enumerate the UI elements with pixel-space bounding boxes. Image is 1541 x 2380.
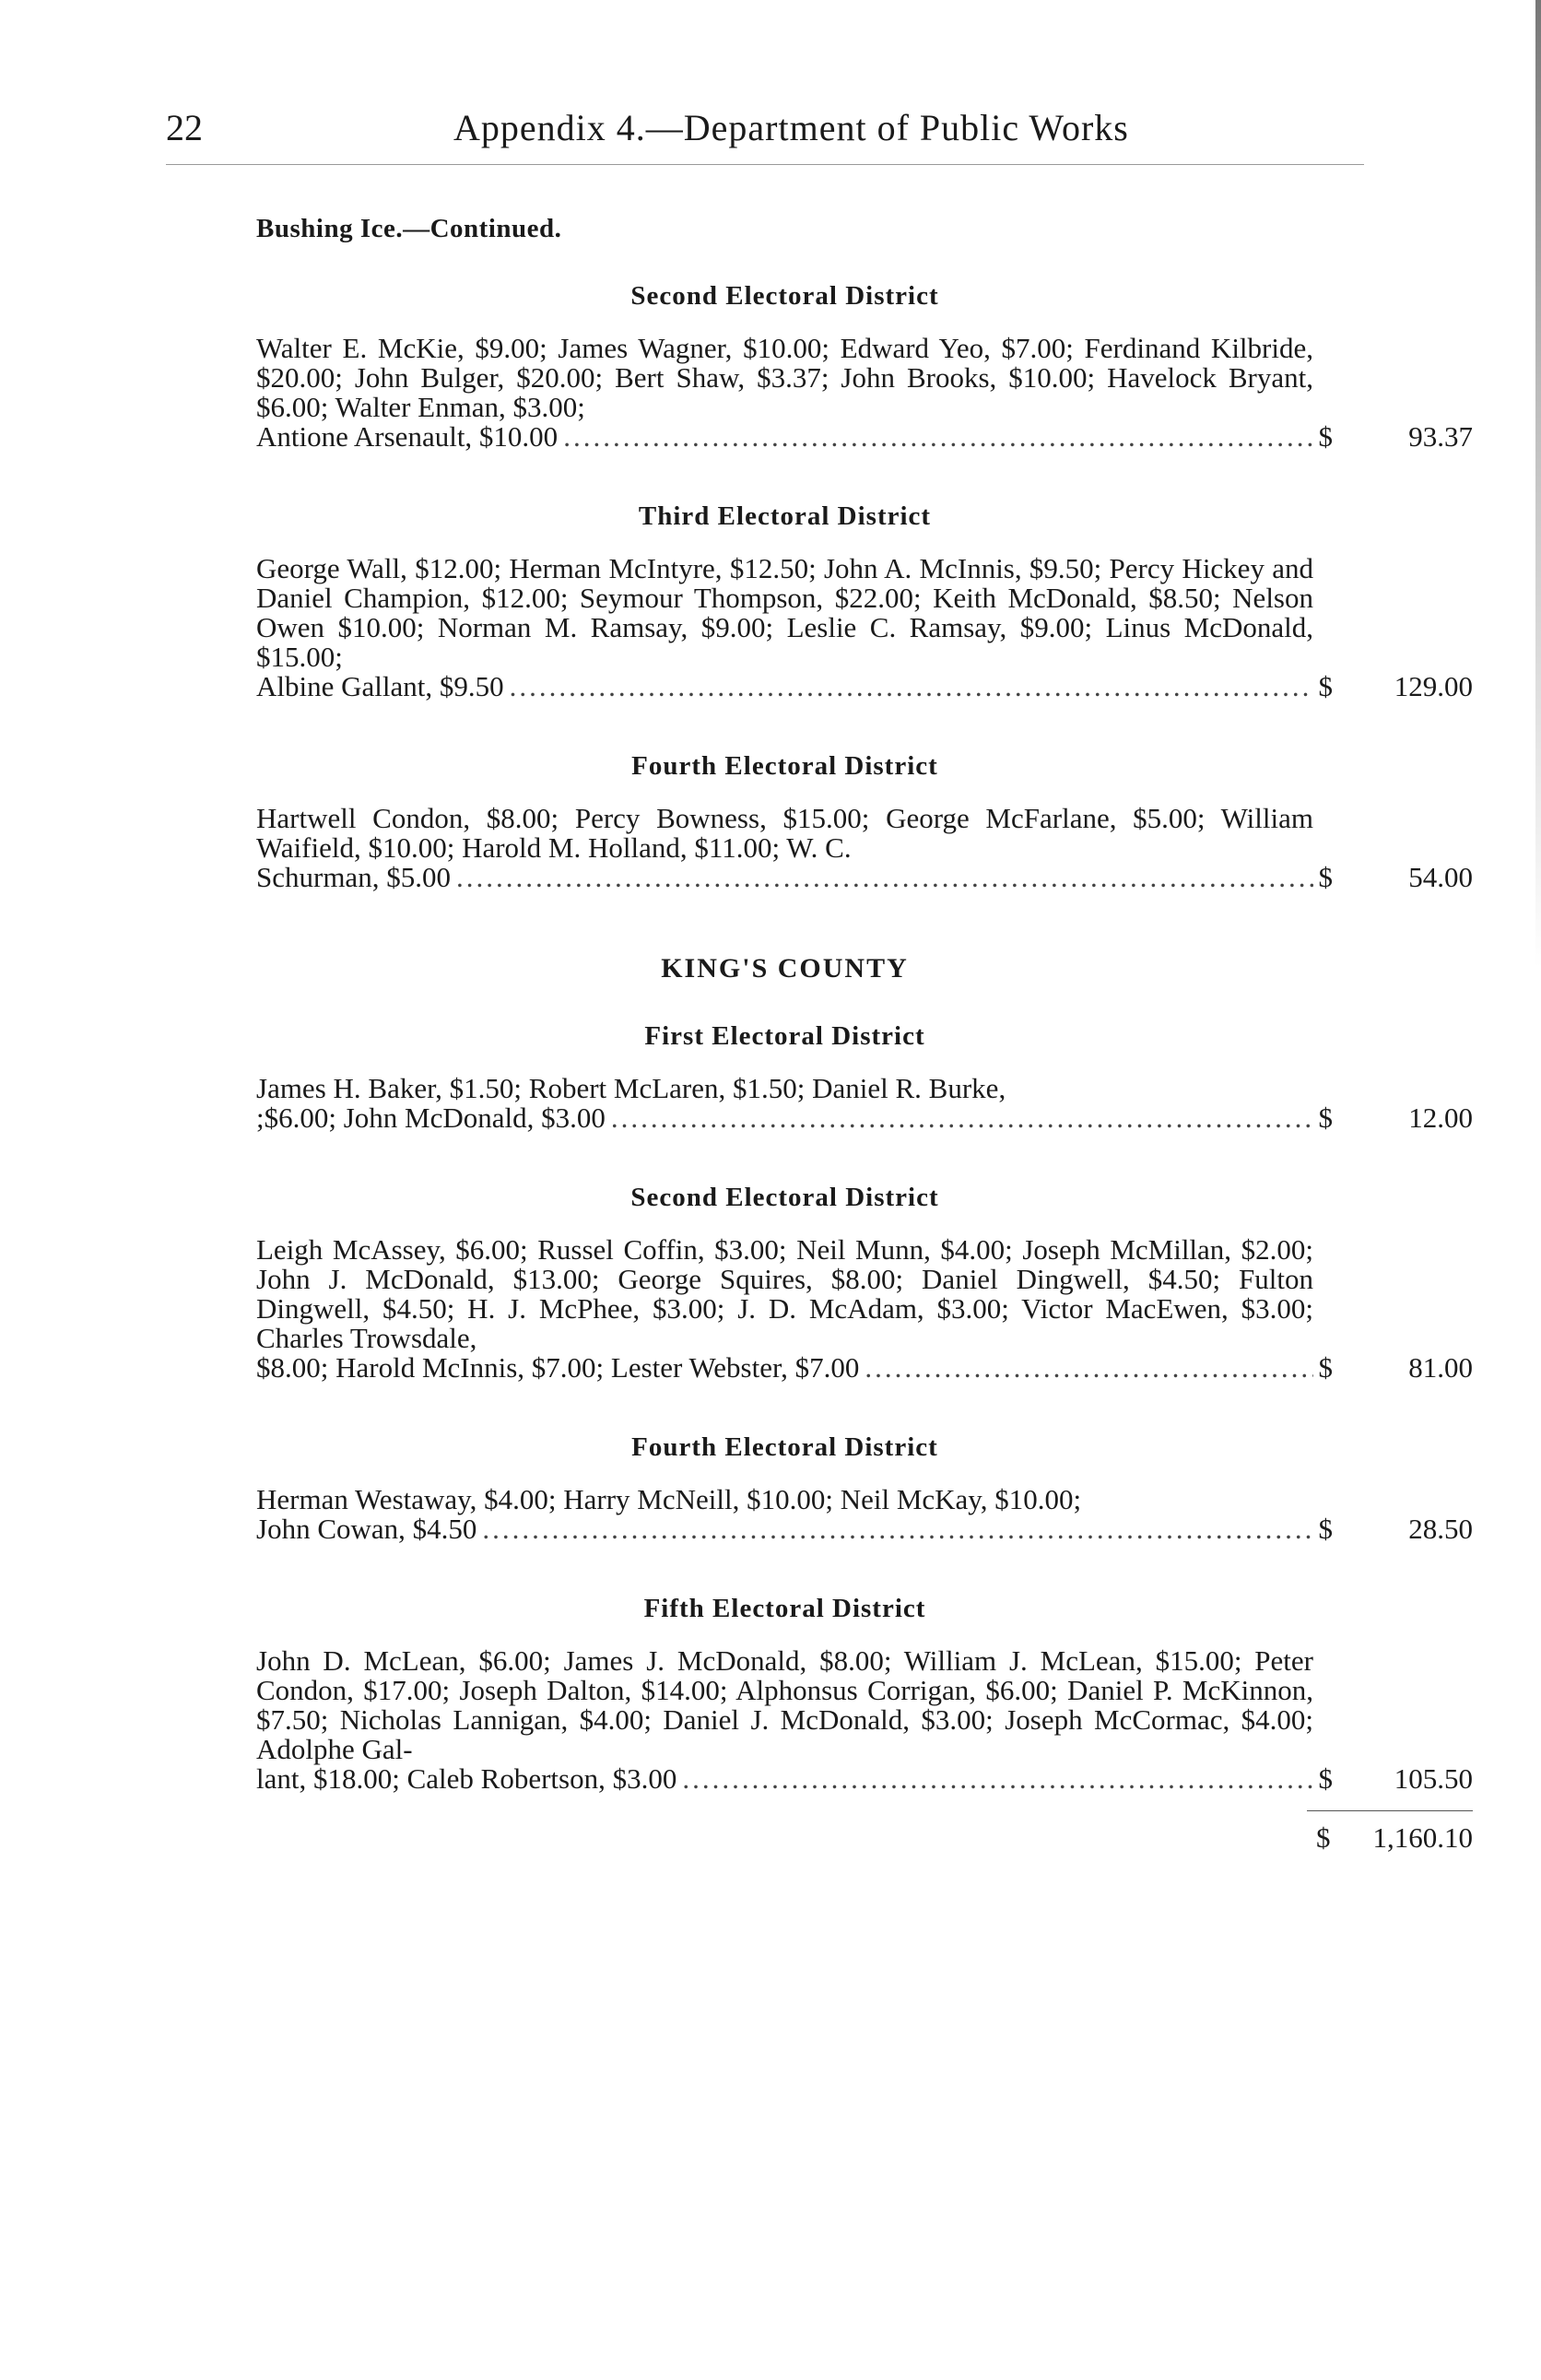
dot-leader (676, 1764, 1313, 1794)
dot-leader (476, 1514, 1313, 1544)
dot-leader (451, 863, 1313, 892)
entry-text: Leigh McAssey, $6.00; Russel Coffin, $3.00; Neil Munn, $4.00; Joseph McMillan, $2.00; John J. McDonald, $13.00; George Squires, $8.00; Daniel Dingwell, $4.50; Fulton Dingwell, $4.50; H. J. McPhee, $3.00; J. D. McAdam, $3.00; Victor MacEwen, $3.00; Charles Trowsdale, (256, 1233, 1313, 1354)
total-rule (1307, 1810, 1473, 1811)
entry-text: Herman Westaway, $4.00; Harry McNeill, $10.00; Neil McKay, $10.00; (256, 1483, 1082, 1515)
dollar-sign: $ (1318, 1762, 1333, 1795)
district-amount: 54.00 (1408, 861, 1473, 893)
page-header (166, 106, 1364, 161)
total-block (256, 1794, 1491, 1867)
entry-last-line (256, 1103, 1313, 1133)
dollar-sign: $ (1318, 1513, 1333, 1545)
section-second-district (256, 281, 1491, 452)
entry-last-text: ;$6.00; John McDonald, $3.00 (256, 1102, 606, 1134)
district-amount: 28.50 (1408, 1513, 1473, 1545)
district-amount: 12.00 (1408, 1102, 1473, 1134)
district-entry (256, 554, 1491, 701)
dot-leader (859, 1353, 1313, 1383)
section-heading: First Electoral District (644, 1021, 925, 1051)
entry-last-line (256, 422, 1313, 452)
entry-last-text: $8.00; Harold McInnis, $7.00; Lester Webster, $7.00 (256, 1351, 860, 1384)
continued-heading: Bushing Ice.—Continued. (256, 214, 562, 243)
entry-last-text: Antione Arsenault, $10.00 (256, 420, 559, 453)
kings-first-district (256, 1021, 1491, 1133)
district-entry (256, 1485, 1491, 1544)
section-heading: Second Electoral District (630, 1183, 939, 1212)
district-amount: 93.37 (1408, 420, 1473, 453)
entry-last-line (256, 1514, 1313, 1544)
district-amount: 129.00 (1394, 670, 1473, 702)
entry-text: George Wall, $12.00; Herman McIntyre, $12.50; John A. McInnis, $9.50; Percy Hickey and Daniel Champion, $12.00; Seymour Thompson, $22.00; Keith McDonald, $8.50; Nelson Owen $10.00; Norman M. Ramsay, $9.00; Leslie C. Ramsay, $9.00; Linus McDonald, $15.00; (256, 552, 1313, 673)
header-rule (166, 164, 1364, 165)
section-fourth-district (256, 751, 1491, 892)
entry-last-text: Schurman, $5.00 (256, 861, 451, 893)
total-amount: 1,160.10 (1372, 1821, 1473, 1854)
section-heading: Fourth Electoral District (631, 1432, 938, 1462)
district-entry (256, 1074, 1491, 1133)
dollar-sign: $ (1318, 1351, 1333, 1384)
dollar-sign: $ (1318, 861, 1333, 893)
district-entry (256, 804, 1491, 892)
kings-fifth-district (256, 1594, 1491, 1794)
district-amount: 105.50 (1394, 1762, 1473, 1795)
entry-last-line (256, 1764, 1313, 1794)
district-entry (256, 334, 1491, 452)
entry-last-line (256, 1353, 1313, 1383)
entry-text: James H. Baker, $1.50; Robert McLaren, $1.50; Daniel R. Burke, (256, 1072, 1006, 1104)
dollar-sign: $ (1318, 420, 1333, 453)
kings-second-district (256, 1183, 1491, 1383)
district-amount: 81.00 (1408, 1351, 1473, 1384)
entry-text: Walter E. McKie, $9.00; James Wagner, $10.00; Edward Yeo, $7.00; Ferdinand Kilbride, $20.00; John Bulger, $20.00; Bert Shaw, $3.37; John Brooks, $10.00; Havelock Bryant, $6.00; Walter Enman, $3.00; (256, 332, 1313, 423)
page-content (256, 214, 1491, 1867)
running-title: Appendix 4.—Department of Public Works (453, 107, 1129, 148)
district-entry (256, 1235, 1491, 1383)
entry-text: Hartwell Condon, $8.00; Percy Bowness, $15.00; George McFarlane, $5.00; William Waifield, $10.00; Harold M. Holland, $11.00; W. C. (256, 802, 1313, 864)
section-heading: Second Electoral District (630, 281, 939, 311)
entry-last-text: John Cowan, $4.50 (256, 1513, 477, 1545)
entry-last-text: lant, $18.00; Caleb Robertson, $3.00 (256, 1762, 677, 1795)
district-entry (256, 1646, 1491, 1794)
dot-leader (606, 1103, 1313, 1133)
entry-last-line (256, 863, 1313, 892)
dot-leader (558, 422, 1313, 452)
county-heading: KING'S COUNTY (661, 953, 909, 984)
dollar-sign: $ (1318, 670, 1333, 702)
section-heading: Third Electoral District (638, 501, 932, 531)
entry-text: John D. McLean, $6.00; James J. McDonald, $8.00; William J. McLean, $15.00; Peter Condon, $17.00; Joseph Dalton, $14.00; Alphonsus Corrigan, $6.00; Daniel P. McKinnon, $7.50; Nicholas Lannigan, $4.00; Daniel J. McDonald, $3.00; Joseph McCormac, $4.00; Adolphe Gal- (256, 1644, 1313, 1765)
section-heading: Fourth Electoral District (631, 751, 938, 781)
entry-last-text: Albine Gallant, $9.50 (256, 670, 504, 702)
total-dollar-sign: $ (1316, 1821, 1331, 1854)
kings-fourth-district (256, 1432, 1491, 1544)
dollar-sign: $ (1318, 1102, 1333, 1134)
page-number: 22 (166, 107, 203, 148)
entry-last-line (256, 672, 1313, 701)
dot-leader (504, 672, 1313, 701)
section-heading: Fifth Electoral District (643, 1594, 926, 1623)
section-third-district (256, 501, 1491, 701)
page-edge-shadow (1535, 0, 1541, 968)
